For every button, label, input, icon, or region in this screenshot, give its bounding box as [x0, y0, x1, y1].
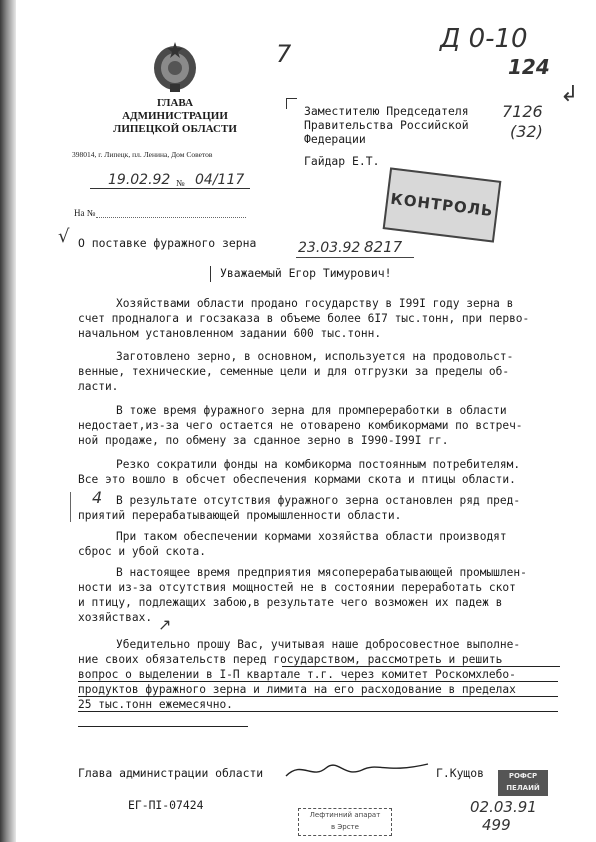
corner-scribble: ↗ [158, 615, 172, 634]
paragraph-6 [78, 529, 568, 559]
control-stamp [383, 167, 502, 242]
na-label: На № [74, 208, 96, 218]
recipient-bracket [286, 98, 297, 109]
text-line: Заготовлено зерно, в основном, используется на продовольст- [116, 350, 514, 363]
bottom-date: 02.03.91 [470, 798, 537, 816]
text-line: ности из-за отсутствия мощностей не в состоянии переработать скот [78, 581, 516, 594]
margin-mark: 4 [92, 488, 103, 507]
text-line: приятий перерабатывающей промышленности области. [78, 509, 402, 522]
ref-date: 19.02.92 [108, 172, 171, 188]
text-line: Все это вошло в обсчет обеспечения кормами скота и птицы области. [78, 473, 516, 486]
text-line: В настоящее время предприятия мясоперерабатывающей промышлен- [116, 566, 527, 579]
pen-underline [78, 711, 558, 712]
pen-underline [78, 726, 248, 727]
top-code: Д 0-10 [440, 24, 528, 54]
letterhead-address: 398014, г. Липецк, пл. Ленина, Дом Советов [72, 150, 213, 159]
bottom-number: 499 [482, 816, 511, 834]
paragraph-1 [78, 296, 568, 341]
scan-edge-shadow [0, 0, 16, 842]
document-code: ЕГ-ПI-07424 [128, 798, 204, 812]
text-line: вопрос о выделении в I-П квартале т.г. через комитет Роскомхлебо- [78, 668, 516, 681]
ref-number: 04/117 [195, 172, 245, 188]
subject-line: О поставке фуражного зерна [78, 236, 257, 250]
paragraph-8 [78, 637, 568, 712]
text-line: Хозяйствами области продано государству в I99I году зерна в [116, 297, 514, 310]
text-line: и птицу, подлежащих забою,в результате чего возможен их падеж в [78, 596, 503, 609]
corner-stamp-line2: ПЕЛАИЙ [506, 784, 540, 792]
signature-title: Глава администрации области [78, 766, 264, 780]
ref-no-prefix: № [176, 178, 185, 188]
paragraph-3 [78, 403, 568, 448]
na-underline [96, 217, 246, 218]
pen-underline [78, 696, 558, 697]
text-line: сброс и убой скота. [78, 545, 206, 558]
coat-of-arms-emblem [150, 38, 200, 94]
pen-underline [78, 681, 558, 682]
text-line: Убедительно прошу Вас, учитывая наше добросовестное выполне- [116, 638, 521, 651]
page-mark: 7 [276, 40, 292, 68]
recipient-line2: Правительства Российской [304, 118, 469, 132]
paragraph-2 [78, 349, 568, 394]
salutation: Уважаемый Егор Тимурович! [220, 266, 392, 280]
letterhead-line1: ГЛАВА [156, 97, 194, 109]
side-paren: (32) [510, 122, 543, 141]
letterhead-title [100, 97, 250, 136]
text-line: счет продналога и госзаказа в объеме более 6I7 тыс.тонн, при перво- [78, 312, 530, 325]
side-number: 7126 [502, 102, 543, 121]
recipient-line1: Заместителю Председателя [304, 104, 469, 118]
margin-check: √ [58, 226, 70, 247]
salutation-bracket [210, 266, 212, 282]
receipt-stamp [298, 808, 392, 836]
text-line: В результате отсутствия фуражного зерна остановлен ряд пред- [116, 494, 521, 507]
text-line: ной продаже, по обмену за сданное зерно в I990-I99I гг. [78, 434, 449, 447]
signature-name: Г.Кущов [436, 766, 485, 780]
recipient-block [304, 104, 469, 146]
pen-underline [282, 666, 560, 667]
corner-stamp [498, 770, 548, 796]
text-line: 25 тыс.тонн ежемесячно. [78, 698, 233, 711]
text-line: продуктов фуражного зерна и лимита на его расходование в пределах [78, 683, 516, 696]
received-number: 8217 [364, 238, 403, 256]
corner-stamp-line1: РОФСР [508, 772, 538, 780]
text-line: хозяйствах. [78, 611, 153, 624]
received-date: 23.03.92 [298, 240, 361, 256]
handwritten-signature [282, 754, 432, 784]
text-line: Резко сократили фонды на комбикорма постоянным потребителям. [116, 458, 521, 471]
margin-line [70, 492, 72, 522]
paragraph-4 [78, 457, 568, 487]
text-line: начальном установленном задании 600 тыс.тонн. [78, 327, 382, 340]
recipient-line3: Федерации [304, 132, 366, 146]
ref-underline [90, 188, 250, 189]
text-line: венные, технические, семенные цели и для отгрузки за пределы об- [78, 365, 510, 378]
received-underline [296, 257, 414, 258]
letterhead-line3: ЛИПЕЦКОЙ ОБЛАСТИ [113, 123, 237, 135]
text-line: При таком обеспечении кормами хозяйства области производят [116, 530, 507, 543]
paragraph-7 [78, 565, 568, 625]
paragraph-5 [78, 493, 568, 523]
letterhead-line2: АДМИНИСТРАЦИИ [122, 110, 228, 122]
text-line: недостает,из-за чего остается не отоварено комбикормами по встреч- [78, 419, 523, 432]
top-number: 124 [508, 55, 550, 79]
recipient-name: Гайдар Е.Т. [304, 154, 380, 168]
receipt-stamp-line2: в Эрсте [331, 823, 359, 831]
text-line: ние своих обязательств перед государством, рассмотреть и решить [78, 653, 503, 666]
corner-tick: ↲ [560, 82, 579, 107]
control-stamp-text: КОНТРОЛЬ [389, 189, 495, 221]
receipt-stamp-line1: Лефтинний апарат [309, 811, 381, 819]
text-line: ласти. [78, 380, 119, 393]
text-line: В тоже время фуражного зерна для промпереработки в области [116, 404, 507, 417]
